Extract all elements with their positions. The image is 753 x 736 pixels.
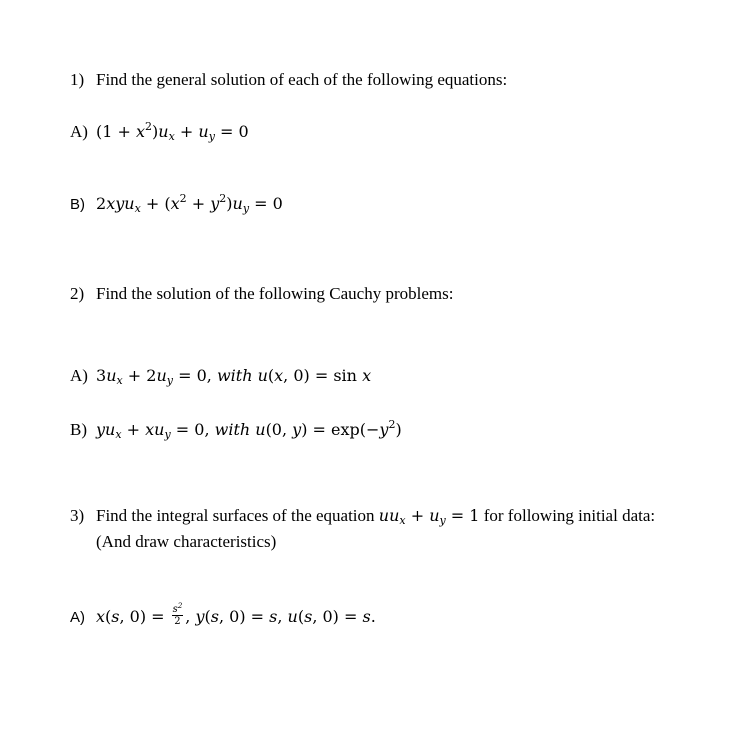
part-label: A) [70, 122, 88, 141]
part-label: A) [70, 366, 88, 385]
question-2-part-a [70, 366, 371, 386]
question-1-number: 1) [70, 70, 85, 89]
question-3-text-before: Find the integral surfaces of the equation [96, 506, 375, 525]
question-3-equation: $uu_x + u_y = 1$ [378, 506, 480, 527]
equation: $2xyu_x + (x^2 + y^2)u_y = 0$ [96, 192, 283, 215]
question-3-number: 3) [70, 506, 85, 525]
question-2 [70, 284, 453, 304]
part-label: B) [70, 420, 87, 439]
question-1-part-a [70, 122, 249, 142]
question-2-text: Find the solution of the following Cauchy problems: [96, 284, 454, 303]
question-3 [70, 506, 655, 526]
question-1-text: Find the general solution of each of the following equations: [96, 70, 508, 89]
equation: $(1 + x^2)u_x + u_y = 0$ [96, 120, 249, 143]
question-1 [70, 70, 507, 90]
equation: $3u_x + 2u_y = 0$, with u(x, 0) = sin x [96, 366, 372, 387]
question-3-part-a [70, 602, 376, 629]
question-2-number: 2) [70, 284, 85, 303]
part-label: B) [70, 196, 85, 213]
question-3-text-after: for following initial data: [483, 506, 656, 525]
part-label: A) [70, 609, 85, 626]
equation: x(s, 0) = $\frac{s^2}{2}$ , y(s, 0) = s, u(s, 0) = s. [96, 602, 376, 627]
fraction: $\frac{s^2}{2}$ [172, 602, 183, 627]
question-1-part-b [70, 194, 283, 215]
question-3-subtext: (And draw characteristics) [96, 532, 277, 551]
equation: $yu_x + xu_y = 0$, with u(0, $y) = \exp(-y^2)$ [96, 418, 402, 441]
question-2-part-b [70, 420, 402, 440]
